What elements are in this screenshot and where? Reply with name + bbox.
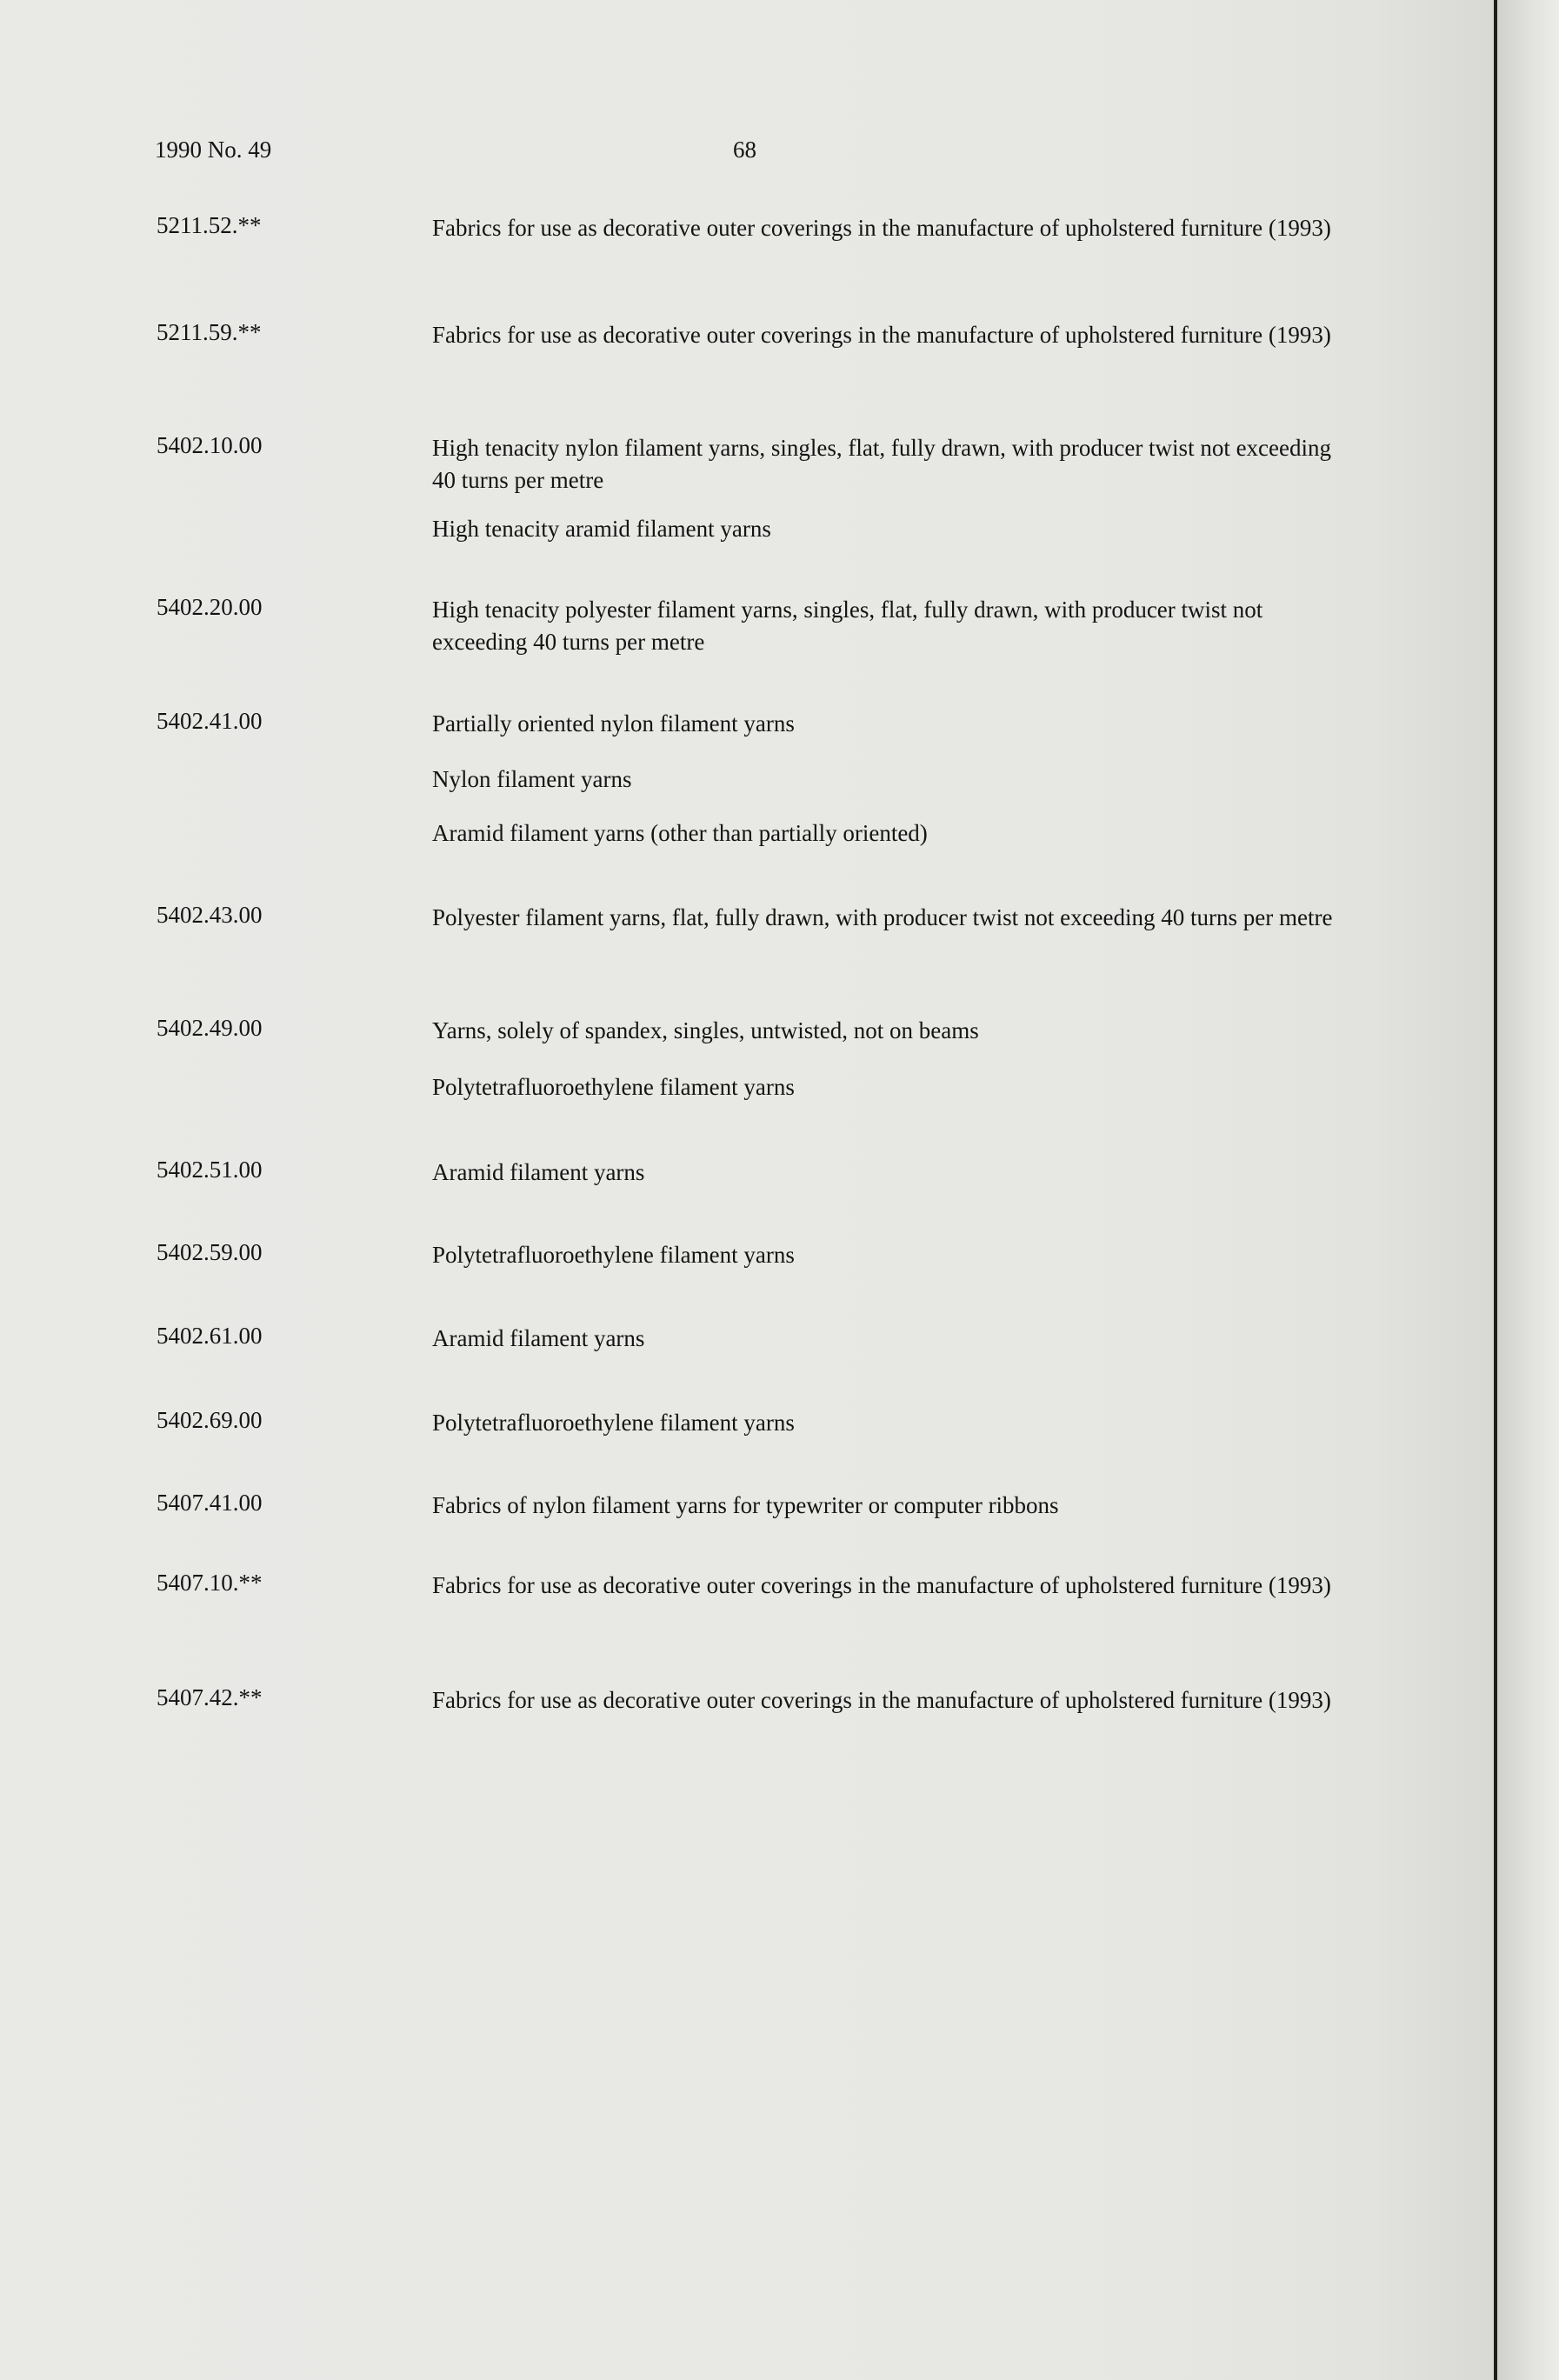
tariff-code: 5402.51.00 [157, 1157, 263, 1183]
tariff-description: Partially oriented nylon filament yarns [432, 710, 795, 737]
tariff-description: Polytetrafluoroethylene filament yarns [432, 1410, 795, 1436]
tariff-code: 5211.59.** [157, 319, 262, 345]
tariff-description: Polyester filament yarns, flat, fully drawn, with producer twist not exceeding 40 turns per metre [432, 904, 1333, 930]
tariff-code: 5402.10.00 [157, 432, 263, 458]
tariff-code: 5402.41.00 [157, 708, 263, 734]
tariff-description: High tenacity polyester filament yarns, singles, flat, fully drawn, with producer twist not exceeding 40 turns per metre [432, 597, 1263, 655]
tariff-code: 5407.41.00 [157, 1490, 263, 1516]
tariff-code: 5407.10.** [157, 1570, 263, 1596]
tariff-description: Aramid filament yarns [432, 1159, 645, 1185]
tariff-code: 5402.61.00 [157, 1323, 263, 1349]
tariff-code: 5211.52.** [157, 212, 262, 238]
tariff-description: High tenacity aramid filament yarns [432, 516, 771, 542]
binding-gutter [1497, 0, 1559, 2380]
tariff-description: Nylon filament yarns [432, 766, 632, 792]
tariff-code: 5402.59.00 [157, 1239, 263, 1265]
tariff-code: 5407.42.** [157, 1684, 263, 1710]
tariff-code: 5402.20.00 [157, 594, 263, 620]
page-number: 68 [733, 137, 756, 163]
document-reference: 1990 No. 49 [155, 137, 272, 163]
tariff-description: High tenacity nylon filament yarns, singles, flat, fully drawn, with producer twist not exceeding 40 turns per metre [432, 435, 1332, 493]
tariff-code: 5402.69.00 [157, 1407, 263, 1433]
tariff-description: Yarns, solely of spandex, singles, untwisted, not on beams [432, 1017, 979, 1043]
tariff-code: 5402.43.00 [157, 902, 263, 928]
tariff-description: Fabrics of nylon filament yarns for typewriter or computer ribbons [432, 1492, 1059, 1518]
tariff-description: Fabrics for use as decorative outer coverings in the manufacture of upholstered furniture (1993) [432, 1687, 1331, 1713]
tariff-description: Aramid filament yarns [432, 1325, 645, 1351]
tariff-description: Fabrics for use as decorative outer coverings in the manufacture of upholstered furniture (1993) [432, 215, 1331, 241]
tariff-code: 5402.49.00 [157, 1015, 263, 1041]
tariff-description: Aramid filament yarns (other than partially oriented) [432, 820, 928, 846]
tariff-description: Polytetrafluoroethylene filament yarns [432, 1074, 795, 1100]
tariff-description: Polytetrafluoroethylene filament yarns [432, 1242, 795, 1268]
tariff-description: Fabrics for use as decorative outer coverings in the manufacture of upholstered furniture (1993) [432, 322, 1331, 348]
tariff-description: Fabrics for use as decorative outer coverings in the manufacture of upholstered furniture (1993) [432, 1572, 1331, 1598]
